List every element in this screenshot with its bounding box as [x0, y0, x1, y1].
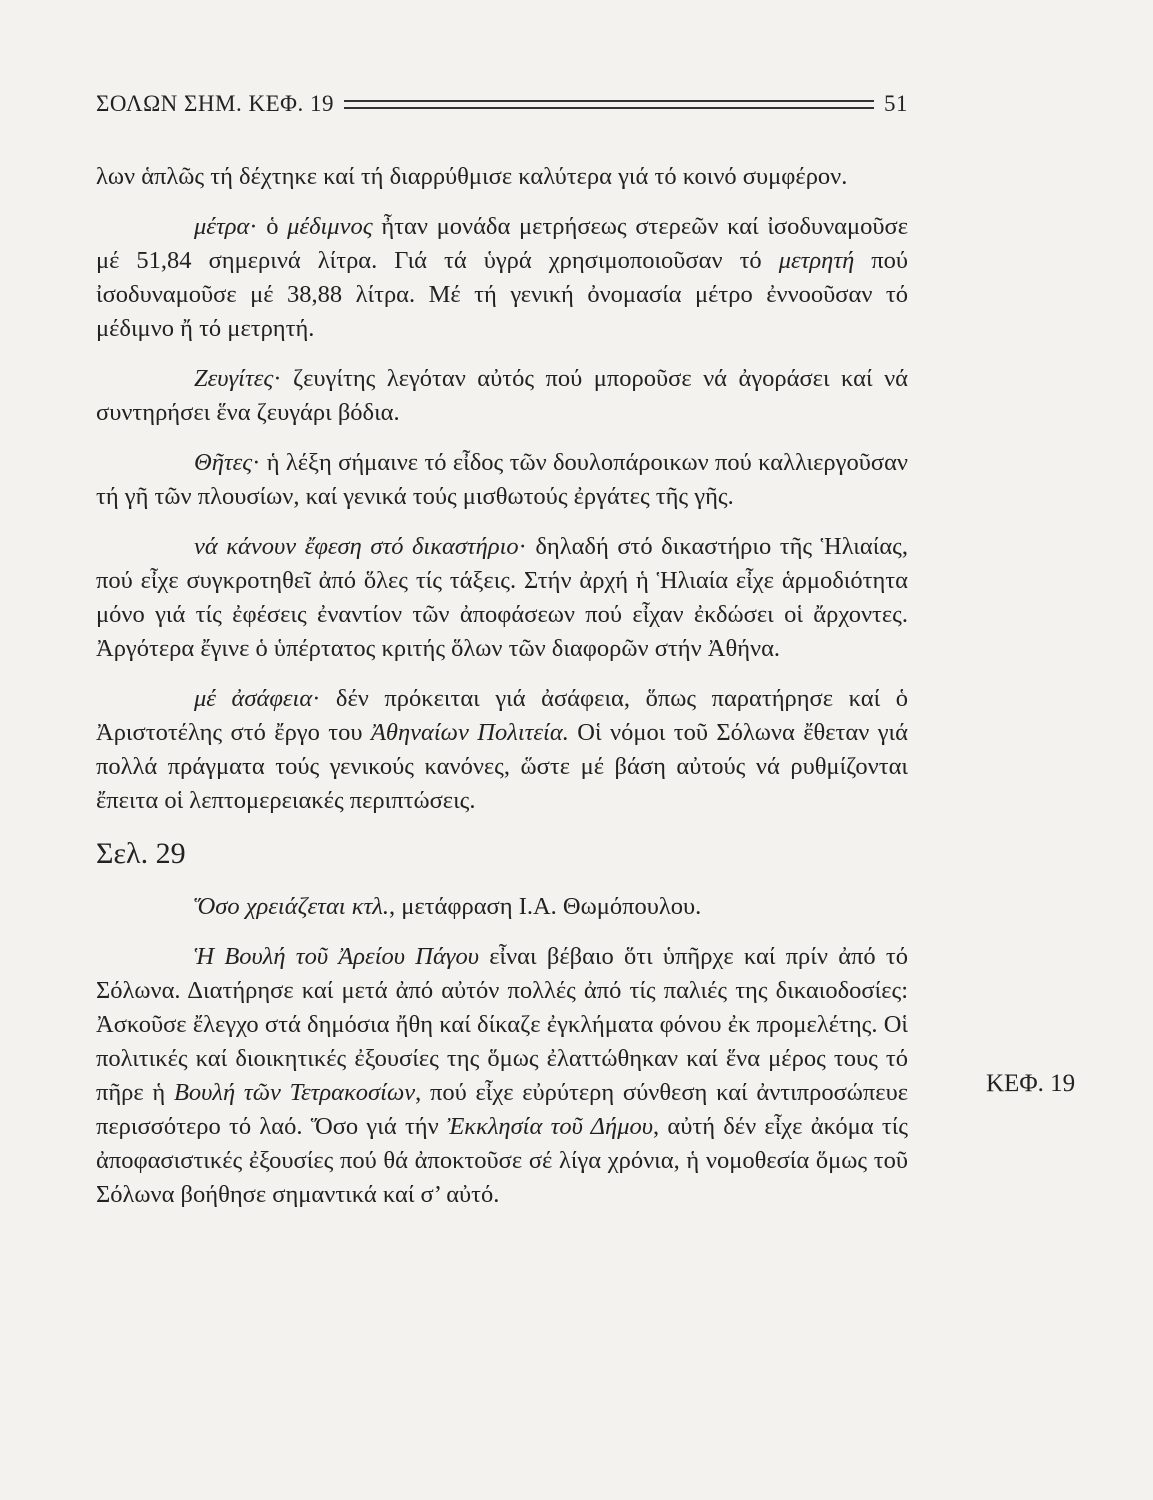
quote-ref: Ὅσο χρειάζεται κτλ.	[194, 893, 389, 920]
page-number: 51	[884, 91, 908, 116]
paragraph-thetes: Θῆτες· ἡ λέξη σήμαινε τό εἶδος τῶν δουλοπάροικων πού καλλιεργοῦσαν τή γῆ τῶν πλουσίων, καί γενικά τούς μισθωτούς ἐργάτες τῆς γῆς.	[96, 449, 908, 510]
term-thetes: Θῆτες	[194, 449, 253, 476]
work-title: Ἀθηναίων Πολιτεία.	[370, 719, 569, 746]
term-boule-400: Βουλή τῶν Τετρακοσίων	[173, 1079, 416, 1106]
running-title: ΣΟΛΩΝ ΣΗΜ. ΚΕΦ. 19	[96, 91, 334, 116]
paragraph-zeugites: Ζευγίτες· ζευγίτης λεγόταν αὐτός πού μποροῦσε νά ἀγοράσει καί νά συντηρήσει ἕνα ζευγάρι βόδια.	[96, 365, 908, 426]
term-areopagus: Ἡ Βουλή τοῦ Ἀρείου Πάγου	[194, 943, 479, 970]
section-heading: Σελ. 29	[96, 837, 186, 870]
page-body	[96, 160, 908, 1228]
running-header	[96, 86, 908, 122]
paragraph-asafeia: μέ ἀσάφεια· δέν πρόκειται γιά ἀσάφεια, ὅπως παρατήρησε καί ὁ Ἀριστοτέλης στό ἔργο του Ἀθηναίων Πολιτεία. Οἱ νόμοι τοῦ Σόλωνα ἔθεταν γιά πολλά πράγματα τούς γενικούς κανόνες, ὥστε μέ βάση αὐτούς νά ρυθμίζονται ἔπειτα οἱ λεπτομερειακές περιπτώσεις.	[96, 685, 908, 814]
paragraph-metra: μέτρα· ὁ μέδιμνος ἦταν μονάδα μετρήσεως στερεῶν καί ἰσοδυναμοῦσε μέ 51,84 σημερινά λίτρα. Γιά τά ὑγρά χρησιμοποιοῦσαν τό μετρητή πού ἰσοδυναμοῦσε μέ 38,88 λίτρα. Μέ τή γενική ὀνομασία μέτρο ἐννοοῦσαν τό μέδιμνο ἤ τό μετρητή.	[96, 213, 909, 342]
paragraph-1: λων ἁπλῶς τή δέχτηκε καί τή διαρρύθμισε καλύτερα γιά τό κοινό συμφέρον.	[96, 163, 848, 190]
term-asafeia: μέ ἀσάφεια	[194, 685, 313, 712]
paragraph-areopagus: Ἡ Βουλή τοῦ Ἀρείου Πάγου εἶναι βέβαιο ὅτι ὑπῆρχε καί πρίν ἀπό τό Σόλωνα. Διατήρησε καί μετά ἀπό αὐτόν πολλές ἀπό τίς παλιές της δικαιοδοσίες: Ἀσκοῦσε ἔλεγχο στά δημόσια ἤθη καί δίκαζε ἐγκλήματα φόνου ἐκ προμελέτης. Οἱ πολιτικές καί διοικητικές ἐξουσίες της ὅμως ἐλαττώθηκαν καί ἕνα μέρος τους τό πῆρε ἡ Βουλή τῶν Τετρακοσίων, πού εἶχε εὐρύτερη σύνθεση καί ἀντιπροσώπευε περισσότερο τό λαό. Ὅσο γιά τήν Ἐκκλησία τοῦ Δήμου, αὐτή δέν εἶχε ἀκόμα τίς ἀποφασιστικές ἐξουσίες πού θά ἀποκτοῦσε σέ λίγα χρόνια, ἡ νομοθεσία ὅμως τοῦ Σόλωνα βοήθησε σημαντικά καί σ’ αὐτό.	[96, 943, 909, 1208]
paragraph-quote: Ὅσο χρειάζεται κτλ., μετάφραση Ι.Α. Θωμόπουλου.	[194, 893, 702, 920]
term-zeugites: Ζευγίτες	[194, 365, 274, 392]
term-metra: μέτρα	[194, 213, 250, 240]
term-medimnos: μέδιμνος	[287, 213, 373, 240]
paragraph-efesi: νά κάνουν ἔφεση στό δικαστήριο· δηλαδή στό δικαστήριο τῆς Ἡλιαίας, πού εἶχε συγκροτηθεῖ ἀπό ὅλες τίς τάξεις. Στήν ἀρχή ἡ Ἡλιαία εἶχε ἁρμοδιότητα μόνο γιά τίς ἐφέσεις ἐναντίον τῶν ἀποφάσεων πού εἶχαν ἐκδώσει οἱ ἄρχοντες. Ἀργότερα ἔγινε ὁ ὑπέρτατος κριτής ὅλων τῶν διαφορῶν στήν Ἀθήνα.	[96, 533, 908, 662]
header-rule	[344, 100, 874, 109]
margin-chapter-note: ΚΕΦ. 19	[986, 1070, 1076, 1097]
term-metriti: μετρητή	[778, 247, 855, 274]
term-ekklesia: Ἐκκλησία τοῦ Δήμου	[446, 1113, 653, 1140]
term-efesi: νά κάνουν ἔφεση στό δικαστήριο	[194, 533, 519, 560]
